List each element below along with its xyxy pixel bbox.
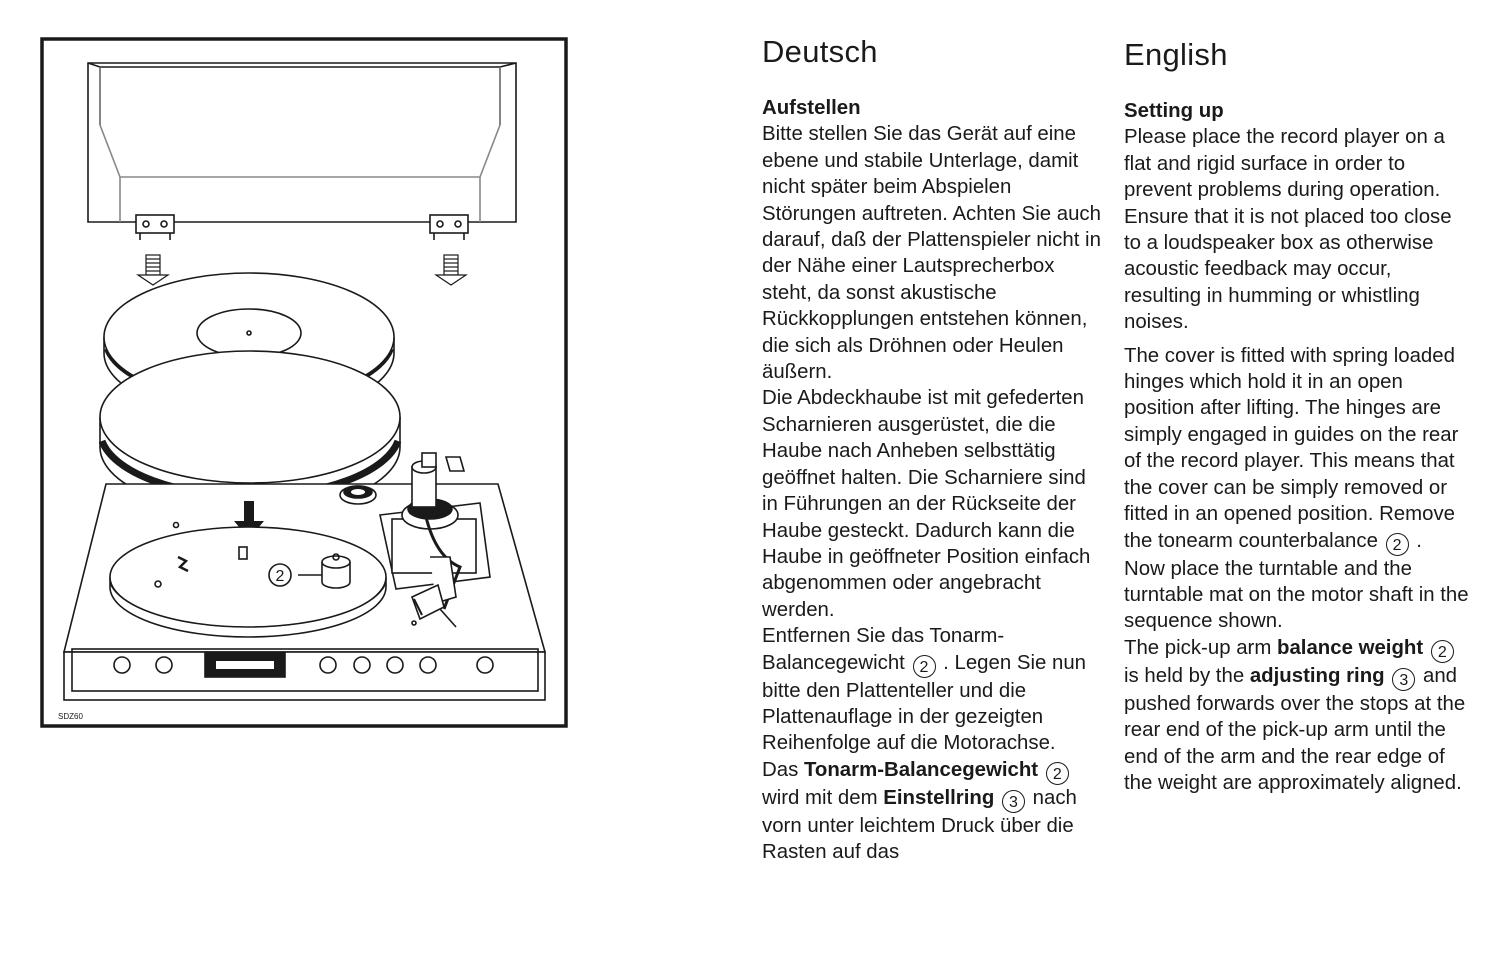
callout-2: 2	[1431, 640, 1454, 663]
hinge-right	[430, 215, 468, 233]
figure-code: SDZ60	[58, 712, 83, 721]
record-puck	[340, 486, 376, 504]
callout-3: 3	[1392, 668, 1415, 691]
english-column	[1124, 30, 1469, 796]
english-paragraph-3: Now place the turntable and the turntable mat on the motor shaft in the sequence shown.	[1124, 557, 1469, 633]
hinge-arrow-left	[138, 255, 168, 285]
deutsch-column	[762, 30, 1107, 866]
deutsch-paragraph-4: Das Tonarm-Balancegewicht 2 wird mit dem Einstellring 3 nach vorn unter leichtem Druck über die Rasten auf das	[762, 758, 1077, 864]
hinge-arrow-right	[436, 255, 466, 285]
callout-2: 2	[1386, 533, 1409, 556]
english-paragraph-2: The cover is fitted with spring loaded hinges which hold it in an open position after lifting. The hinges are simply engaged in guides on the rear of the record player. This means that the cover can be simply removed or fitted in an opened position. Remove the tonearm counterbalance 2 .	[1124, 344, 1459, 554]
deutsch-heading: Deutsch	[762, 34, 878, 69]
english-heading: English	[1124, 37, 1228, 72]
assembly-illustration	[40, 37, 568, 728]
english-section-title: Setting up	[1124, 100, 1224, 122]
deutsch-paragraph-3: Entfernen Sie das Tonarm-Balancegewicht 2 . Legen Sie nun bitte den Plattenteller und die Plattenauflage in der gezeigten Reihenfolge auf die Motorachse.	[762, 625, 1087, 755]
callout-number: 2	[275, 568, 285, 585]
english-paragraph-4: The pick-up arm balance weight 2 is held by the adjusting ring 3 and pushed forwards over the stops at the rear end of the pick-up arm until the end of the arm and the rear edge of the weight are approximately aligned.	[1124, 636, 1466, 794]
english-paragraph-1: Please place the record player on a flat and rigid surface in order to prevent problems during operation. Ensure that it is not placed too close to a loudspeaker box as otherwise acoustic feedback may occur, resulting in humming or whistling noises.	[1124, 126, 1452, 334]
callout-3: 3	[1002, 790, 1025, 813]
deutsch-section-title: Aufstellen	[762, 97, 861, 119]
hinge-left	[136, 215, 174, 233]
deutsch-paragraph-2: Die Abdeckhaube ist mit gefederten Scharnieren ausgerüstet, die die Haube nach Anheben selbsttätig geöffnet halten. Die Scharniere sind in Führungen an der Rückseite der Haube gesteckt. Dadurch kann die Haube in geöffneter Position einfach abgenommen oder angebracht werden.	[762, 387, 1091, 621]
deutsch-paragraph-1: Bitte stellen Sie das Gerät auf eine ebene und stabile Unterlage, damit nicht später beim Abspielen Störungen auftreten. Achten Sie auch darauf, daß der Plattenspieler nicht in der Nähe einer Lautsprecherbox steht, da sonst akustische Rückkopplungen entstehen können, die sich als Dröhnen oder Heulen äußern.	[762, 123, 1101, 384]
callout-2: 2	[1046, 762, 1069, 785]
dust-cover	[88, 63, 516, 240]
callout-2: 2	[913, 655, 936, 678]
